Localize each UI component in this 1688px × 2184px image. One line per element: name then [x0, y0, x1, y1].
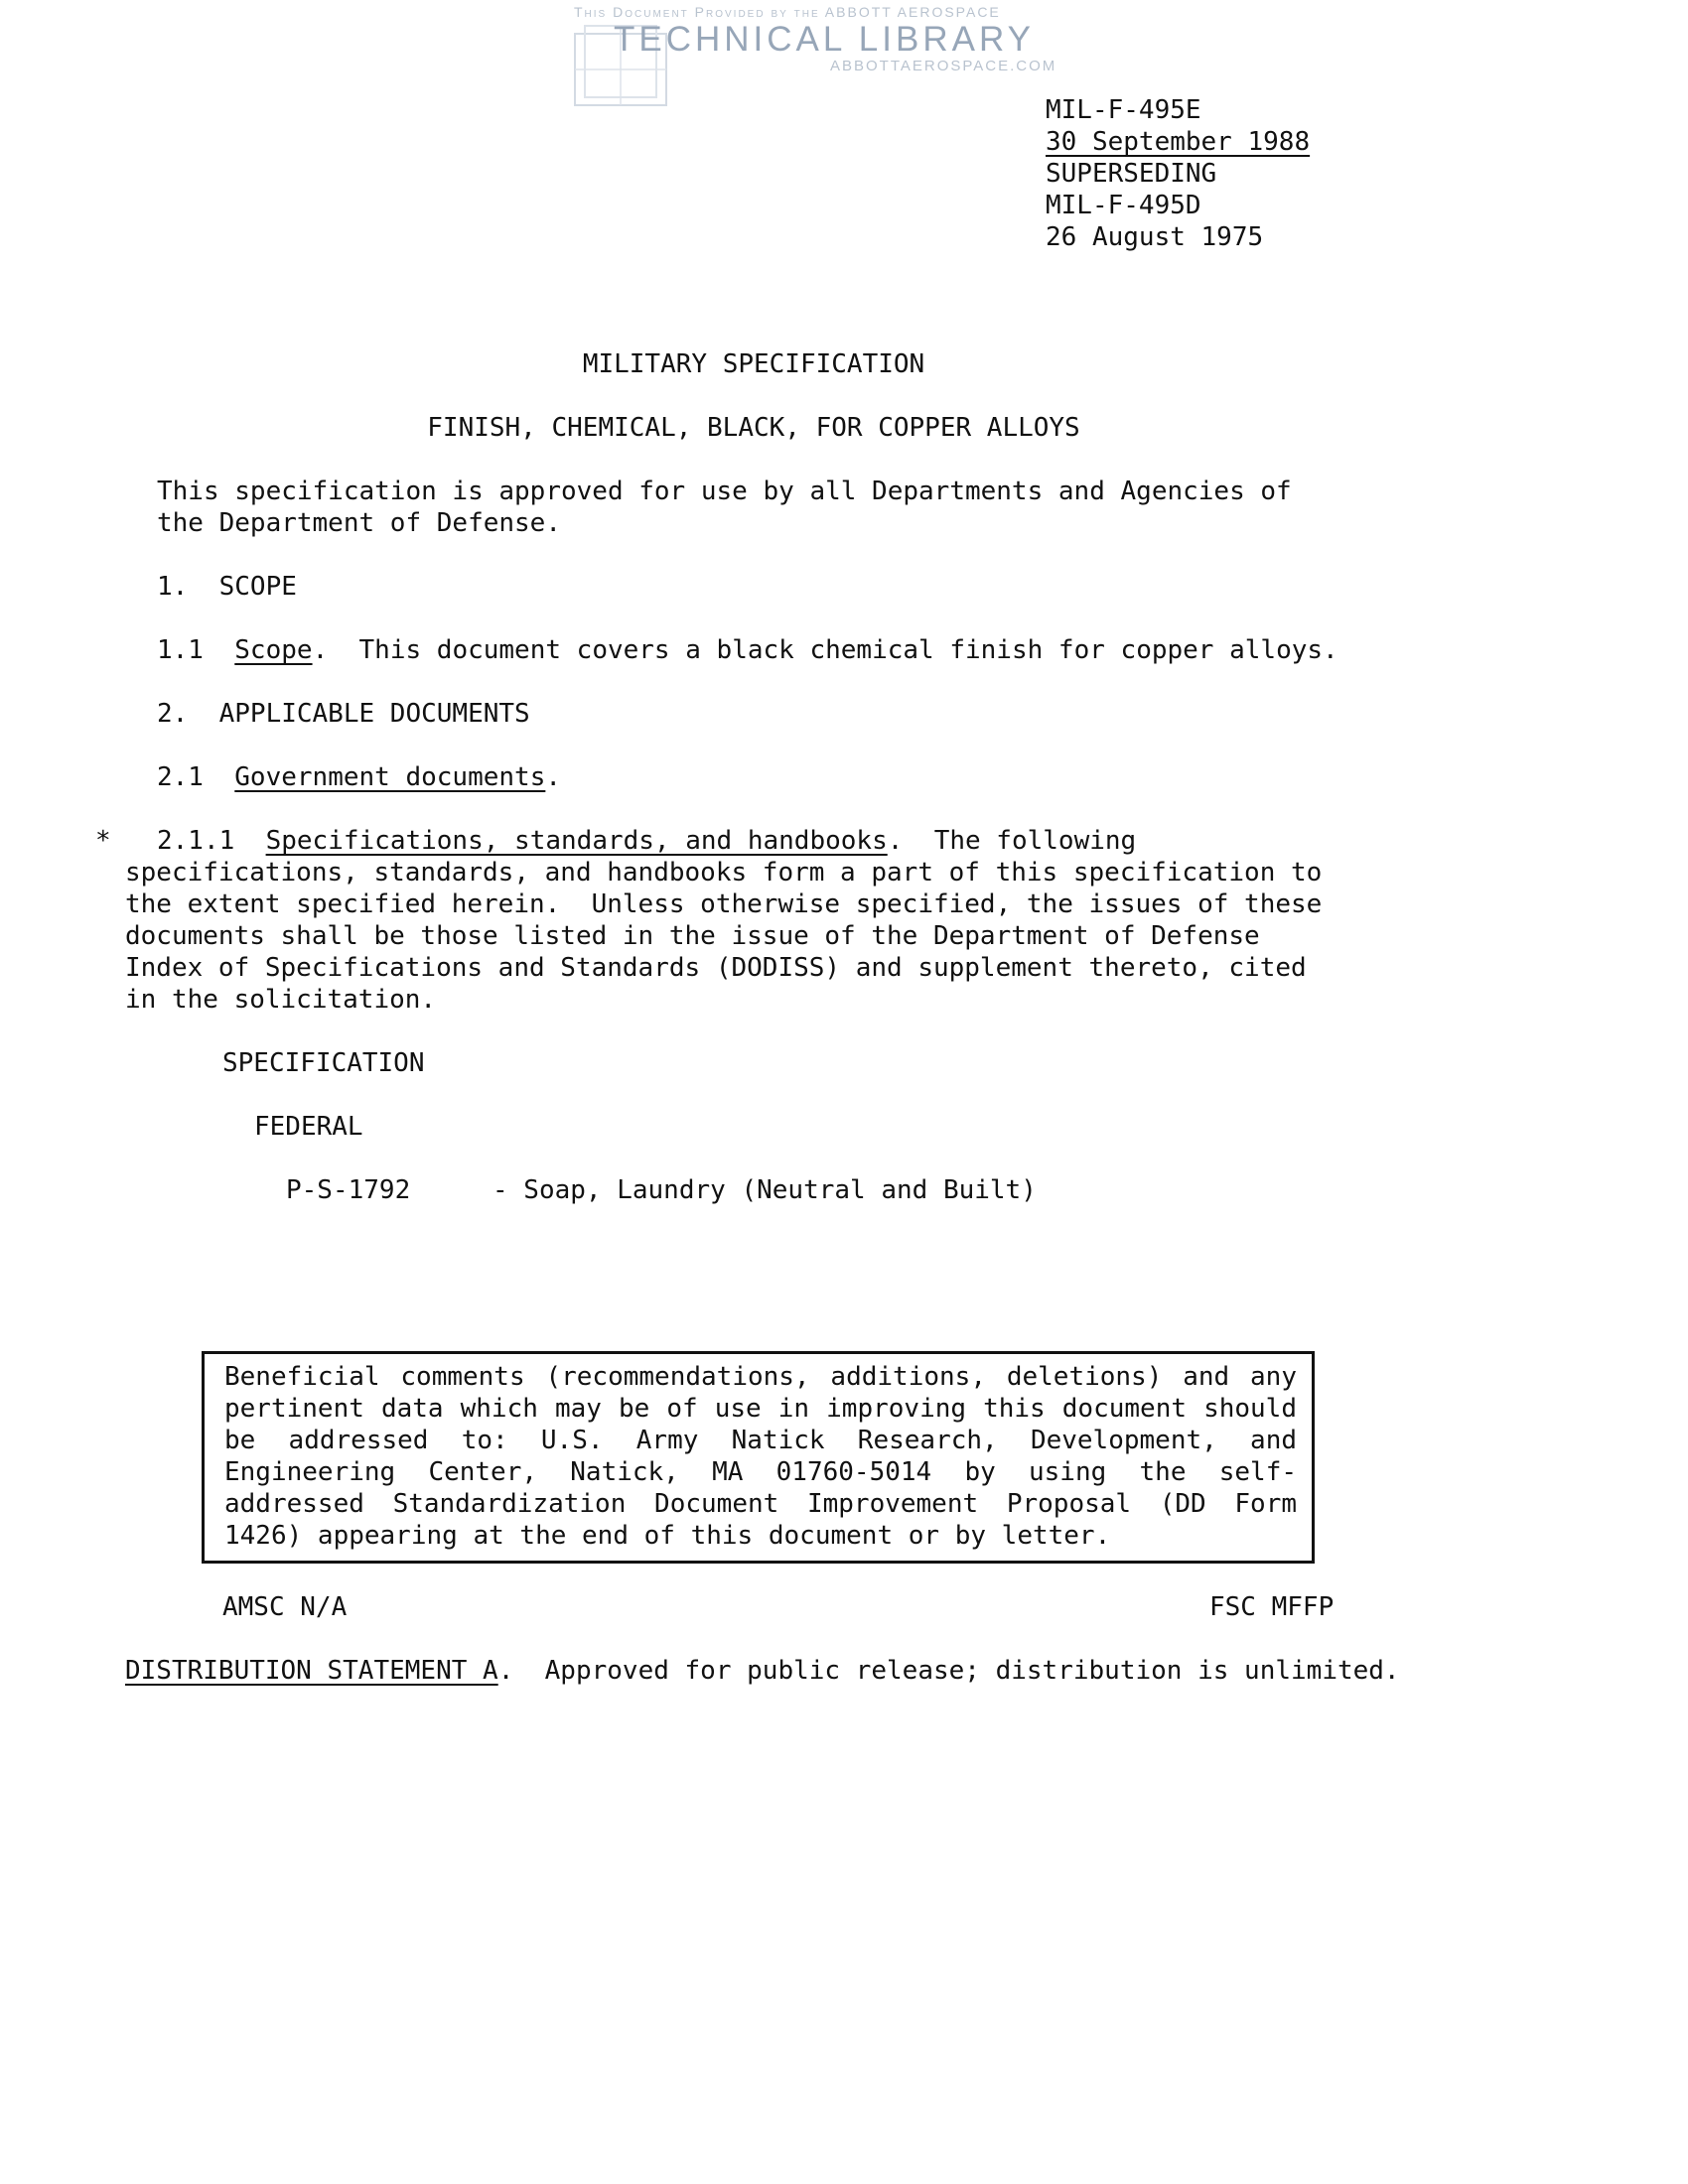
section-2-1-1-line: the extent specified herein. Unless otherwise specified, the issues of these	[125, 889, 1323, 919]
doc-number: MIL-F-495E	[1046, 95, 1201, 125]
watermark-title: TECHNICAL LIBRARY	[614, 20, 1035, 59]
section-1-1-paragraph	[157, 634, 1338, 666]
superseded-doc-number: MIL-F-495D	[1046, 191, 1201, 220]
spec-list-subheading: FEDERAL	[254, 1112, 363, 1142]
section-2-heading: 2. APPLICABLE DOCUMENTS	[157, 699, 530, 729]
section-1-1-number: 1.1	[157, 635, 204, 665]
section-2-1-paragraph	[157, 761, 561, 793]
watermark-top-line: This Document Provided by the ABBOTT AEROSPACE	[574, 4, 1001, 20]
spec-list-heading: SPECIFICATION	[222, 1048, 425, 1078]
section-1-1-text: . This document covers a black chemical finish for copper alloys.	[312, 635, 1338, 665]
section-2-1-1-line: in the solicitation.	[125, 985, 437, 1015]
comment-box-text: Beneficial comments (recommendations, additions, deletions) and any pertinent data which may be of use in improving this document should be addressed to: U.S. Army Natick Research, Development, and Engineering Center, Natick, MA 01760-5014 by using the self-addressed Standardization Document Improvement Proposal (DD Form 1426) appearing at the end of this document or by letter.	[224, 1362, 1297, 1551]
section-2-1-1-title: Specifications, standards, and handbooks	[265, 826, 888, 856]
distribution-statement	[125, 1655, 1400, 1687]
section-1-1-title: Scope	[234, 635, 313, 665]
change-asterisk: *	[95, 826, 111, 856]
section-2-1-1-line: specifications, standards, and handbooks form a part of this specification to	[125, 858, 1323, 887]
approval-line-1: This specification is approved for use by all Departments and Agencies of	[157, 477, 1292, 506]
section-1-heading: 1. SCOPE	[157, 572, 297, 602]
spec-item-description: - Soap, Laundry (Neutral and Built)	[492, 1175, 1037, 1205]
distribution-text: Approved for public release; distribution is unlimited.	[513, 1656, 1400, 1686]
section-2-1-end: .	[545, 762, 562, 792]
approval-line-2: the Department of Defense.	[157, 508, 561, 538]
section-2-1-1-first-line-rest: . The following	[887, 826, 1137, 856]
watermark-url: ABBOTTAEROSPACE.COM	[830, 58, 1057, 74]
section-2-1-title: Government documents	[234, 762, 546, 792]
distribution-dot: .	[497, 1656, 514, 1686]
spec-item-id: P-S-1792	[286, 1175, 411, 1205]
comment-box	[202, 1351, 1315, 1564]
distribution-label: DISTRIBUTION STATEMENT A	[125, 1656, 498, 1686]
superseding-label: SUPERSEDING	[1046, 159, 1217, 189]
superseded-doc-date: 26 August 1975	[1046, 222, 1264, 252]
section-2-1-number: 2.1	[157, 762, 204, 792]
spec-type-title: MILITARY SPECIFICATION	[582, 349, 925, 379]
section-2-1-1-line: Index of Specifications and Standards (DODISS) and supplement thereto, cited	[125, 953, 1307, 983]
amsc-code: AMSC N/A	[222, 1592, 348, 1622]
doc-date: 30 September 1988	[1046, 127, 1311, 157]
section-2-1-1-first-line	[157, 825, 1136, 857]
fsc-code: FSC MFFP	[1209, 1592, 1335, 1622]
section-2-1-1-line: documents shall be those listed in the issue of the Department of Defense	[125, 921, 1260, 951]
spec-subject-title: FINISH, CHEMICAL, BLACK, FOR COPPER ALLOYS	[427, 413, 1080, 443]
section-2-1-1-number: 2.1.1	[157, 826, 235, 856]
